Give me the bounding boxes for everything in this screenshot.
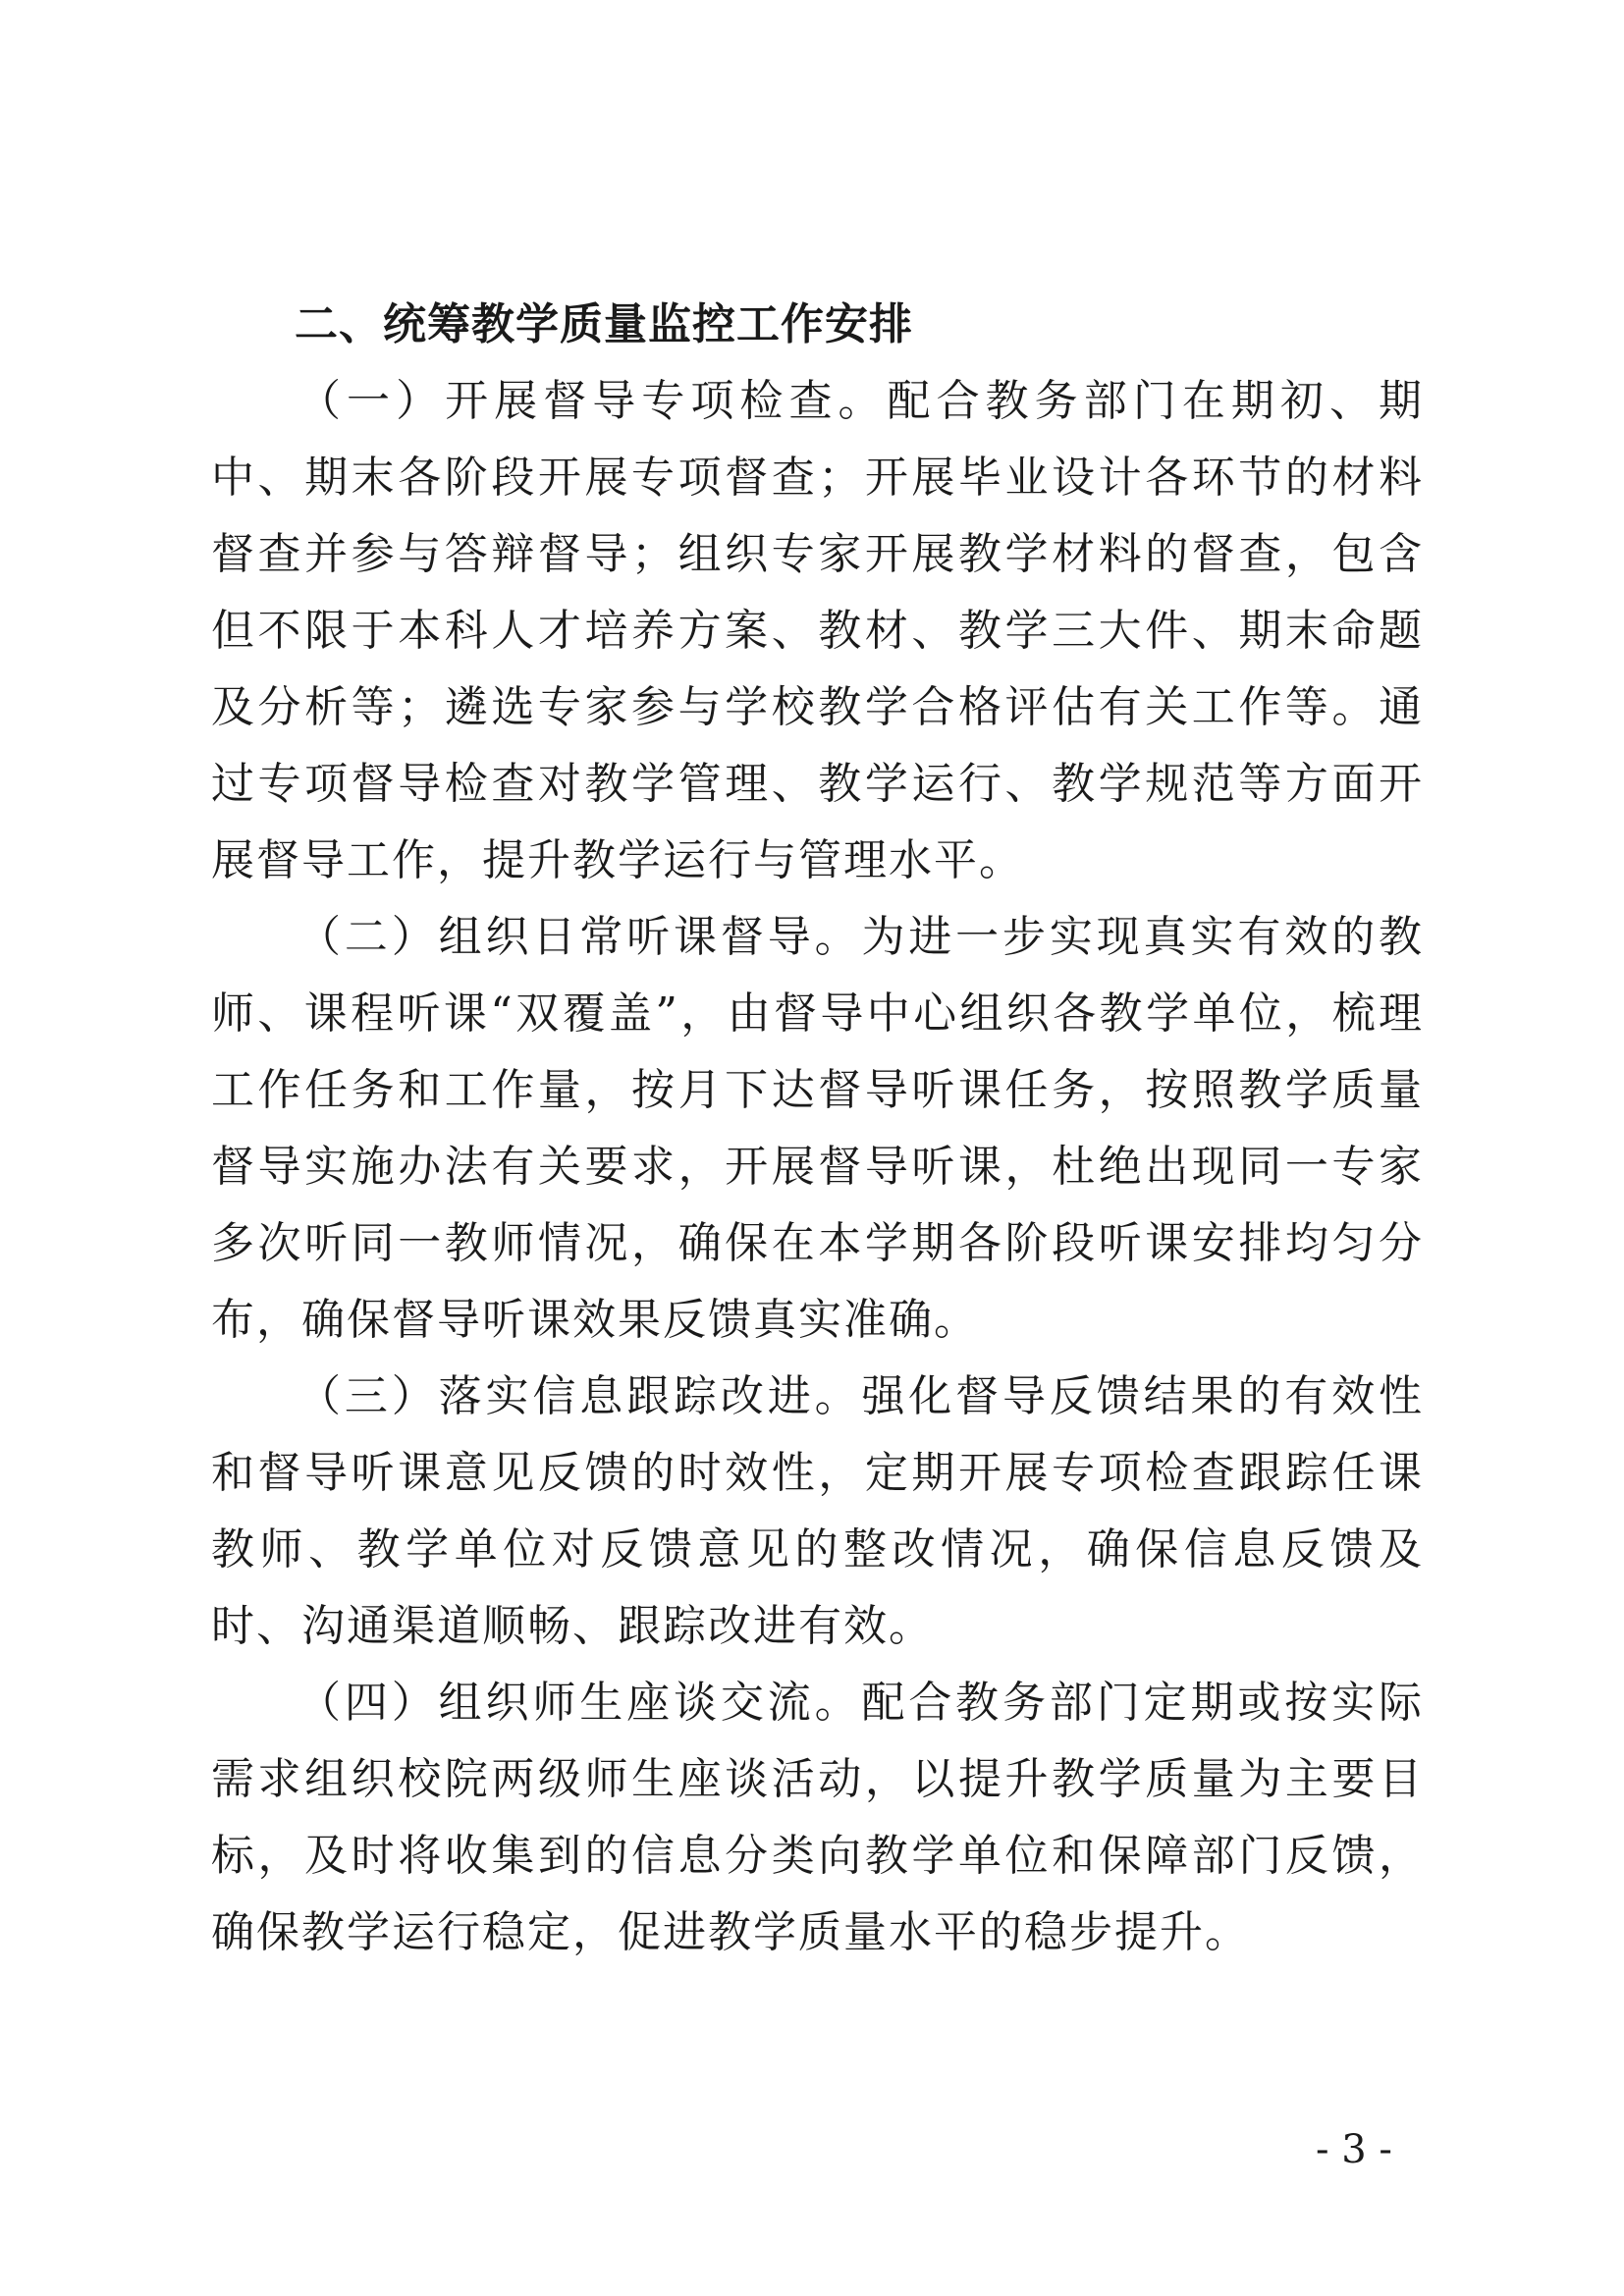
page-number: - 3 -	[1316, 2127, 1392, 2172]
paragraph-1	[211, 363, 1424, 899]
paragraph-4	[211, 1665, 1424, 1971]
paragraph-4-heading: （四）组织师生座谈交流。	[298, 1678, 862, 1728]
section-heading: 二、统筹教学质量监控工作安排	[295, 299, 913, 349]
paragraph-3-heading: （三）落实信息跟踪改进。	[298, 1371, 862, 1421]
paragraph-2-text: 为进一步实现真实有效的教师、课程听课“双覆盖”，由督导中心组织各教学单位，梳理工作任务和工作量，按月下达督导听课任务，按照教学质量督导实施办法有关要求，开展督导听课，杜绝出现同一专家多次听同一教师情况，确保在本学期各阶段听课安排均匀分布，确保督导听课效果反馈真实准确。	[211, 912, 1425, 1345]
paragraph-2	[211, 899, 1424, 1359]
paragraph-4-text: 配合教务部门定期或按实际需求组织校院两级师生座谈活动，以提升教学质量为主要目标，及时将收集到的信息分类向教学单位和保障部门反馈，确保教学运行稳定，促进教学质量水平的稳步提升。	[211, 1678, 1425, 1957]
paragraph-1-text: 配合教务部门在期初、期中、期末各阶段开展专项督查；开展毕业设计各环节的材料督查并参与答辩督导；组织专家开展教学材料的督查，包含但不限于本科人才培养方案、教材、教学三大件、期末命题及分析等；遴选专家参与学校教学合格评估有关工作等。通过专项督导检查对教学管理、教学运行、教学规范等方面开展督导工作，提升教学运行与管理水平。	[211, 376, 1425, 885]
paragraph-2-heading: （二）组织日常听课督导。	[298, 912, 862, 962]
paragraph-3	[211, 1359, 1424, 1665]
document-body	[211, 363, 1424, 1971]
paragraph-1-heading: （一）开展督导专项检查。	[298, 376, 888, 426]
paragraph-3-text: 强化督导反馈结果的有效性和督导听课意见反馈的时效性，定期开展专项检查跟踪任课教师、教学单位对反馈意见的整改情况，确保信息反馈及时、沟通渠道顺畅、跟踪改进有效。	[211, 1371, 1425, 1651]
